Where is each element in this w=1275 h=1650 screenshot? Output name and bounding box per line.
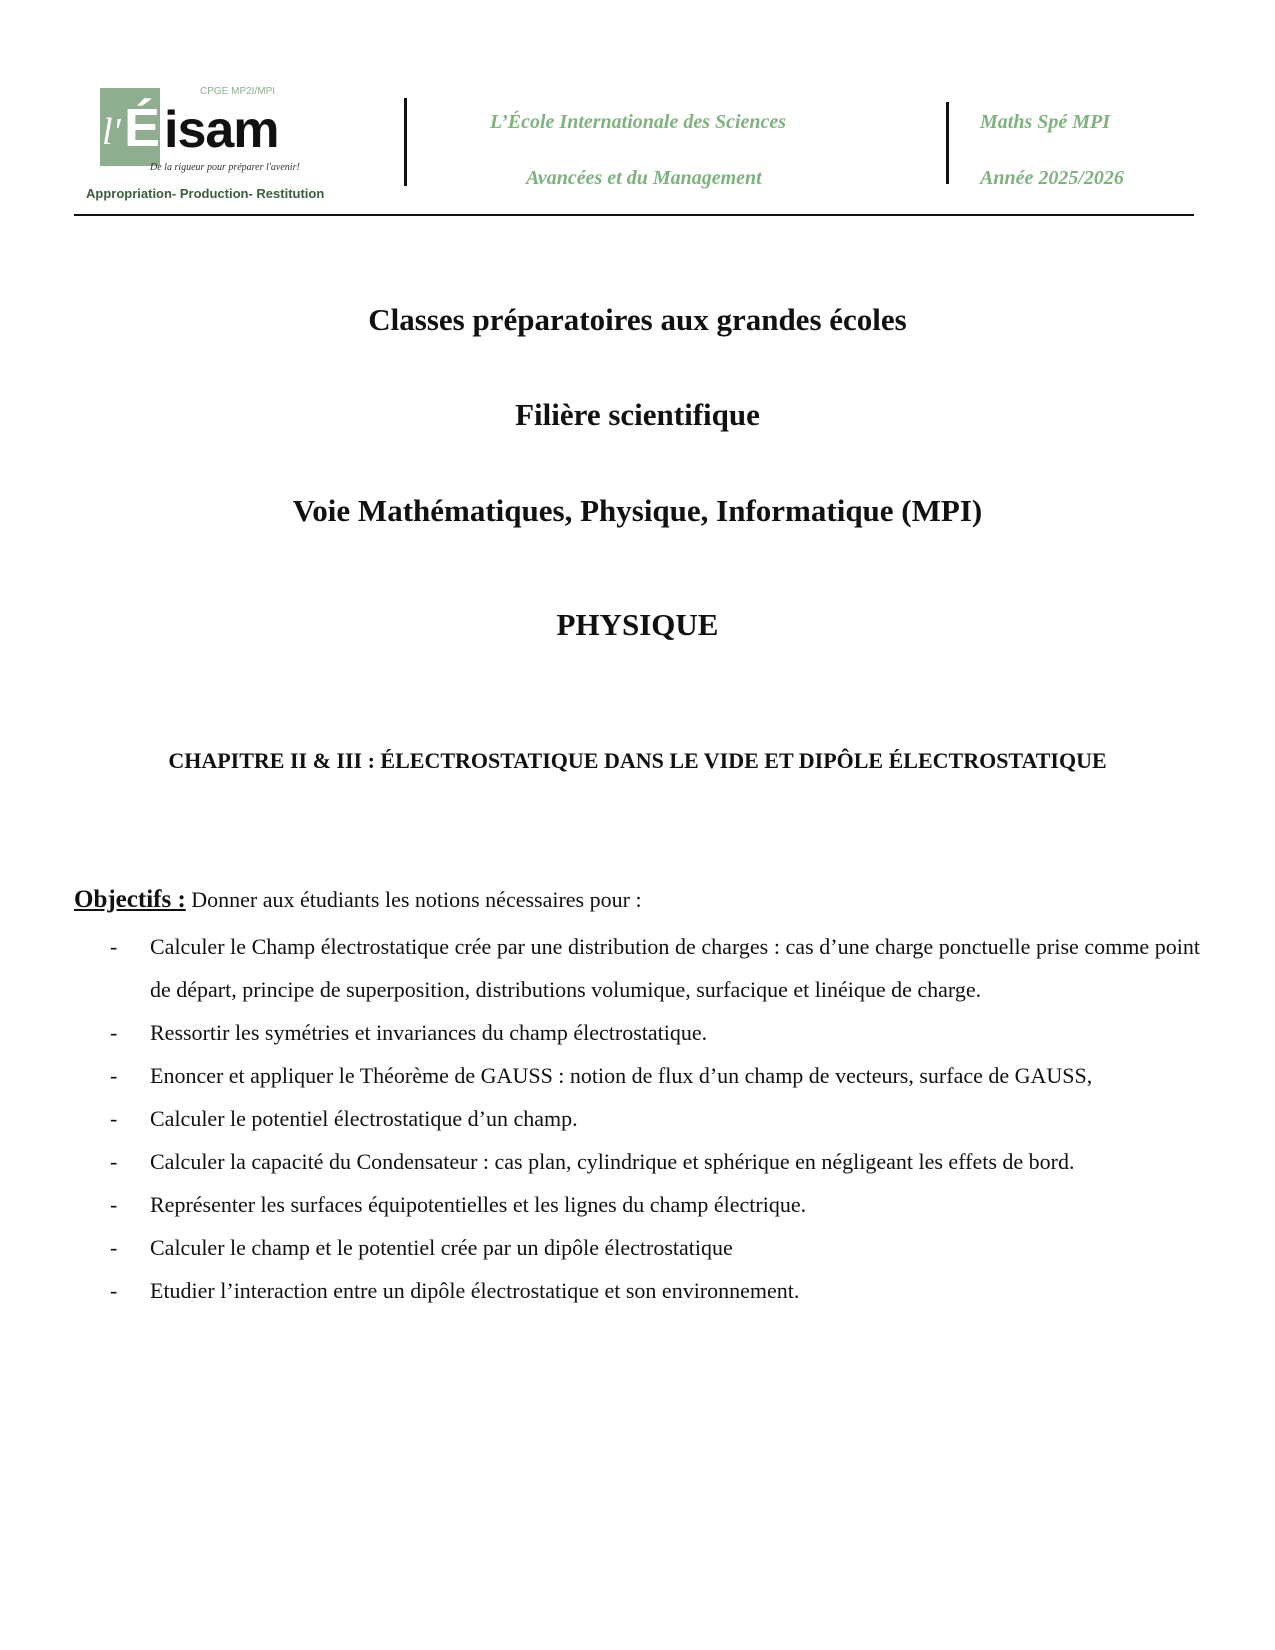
bullet: - — [110, 1192, 118, 1217]
school-name-line2: Avancées et du Management — [526, 167, 762, 189]
class-label: Maths Spé MPI — [980, 111, 1111, 133]
bullet: - — [110, 1063, 118, 1088]
list-item — [110, 1054, 1200, 1097]
item-text: Calculer la capacité du Condensateur : cas plan, cylindrique et sphérique en négligeant les effets de bord. — [150, 1149, 1075, 1174]
school-name-line1: L’École Internationale des Sciences — [490, 111, 787, 133]
bullet: - — [110, 934, 118, 959]
list-item — [110, 1140, 1200, 1183]
bullet: - — [110, 1149, 118, 1174]
logo-e: É — [124, 98, 161, 158]
list-item — [110, 1097, 1200, 1140]
year-label: Année 2025/2026 — [980, 167, 1124, 189]
list-item — [110, 1183, 1200, 1226]
item-text: Enoncer et appliquer le Théorème de GAUSS : notion de flux d’un champ de vecteurs, surface de GAUSS, — [150, 1063, 1093, 1088]
logo-subtitle: CPGE MP2I/MPI — [200, 86, 276, 97]
title-filiere: Filière scientifique — [515, 397, 760, 432]
objectives-heading — [74, 885, 642, 915]
logo-slogan: De la rigueur pour préparer l'avenir! — [150, 162, 300, 173]
header-divider — [946, 102, 949, 184]
objectives-list — [110, 925, 1200, 1312]
bullet: - — [110, 1235, 118, 1260]
title-subject: PHYSIQUE — [556, 607, 719, 642]
bullet: - — [110, 1020, 118, 1045]
logo-tagline: Appropriation- Production- Restitution — [86, 186, 325, 201]
header-rule — [74, 214, 1194, 216]
item-text: Représenter les surfaces équipotentielles et les lignes du champ électrique. — [150, 1192, 807, 1217]
logo-isam: isam — [164, 101, 279, 159]
title-voie: Voie Mathématiques, Physique, Informatique (MPI) — [292, 493, 983, 528]
objectives-intro: Donner aux étudiants les notions nécessaires pour : — [185, 887, 642, 912]
chapter-title: CHAPITRE II & III : ÉLECTROSTATIQUE DANS LE VIDE ET DIPÔLE ÉLECTROSTATIQUE — [168, 748, 1107, 773]
title-cpge: Classes préparatoires aux grandes écoles — [368, 302, 907, 337]
list-item — [110, 1226, 1200, 1269]
item-text: Ressortir les symétries et invariances du champ électrostatique. — [150, 1020, 708, 1045]
list-item — [110, 925, 1200, 1011]
bullet: - — [110, 1106, 118, 1131]
header-divider — [404, 98, 407, 186]
item-text: Etudier l’interaction entre un dipôle électrostatique et son environnement. — [150, 1278, 800, 1303]
list-item — [110, 1011, 1200, 1054]
list-item — [110, 1269, 1200, 1312]
logo-l: l' — [102, 111, 121, 153]
item-text: Calculer le Champ électrostatique crée par une distribution de charges : cas d’une charge ponctuelle prise comme point de départ, principe de superposition, distributions volumique, surfacique et linéique de charge. — [150, 934, 1200, 1002]
item-text: Calculer le champ et le potentiel crée par un dipôle électrostatique — [150, 1235, 733, 1260]
bullet: - — [110, 1278, 118, 1303]
item-text: Calculer le potentiel électrostatique d’un champ. — [150, 1106, 578, 1131]
objectives-label: Objectifs : — [74, 886, 186, 913]
